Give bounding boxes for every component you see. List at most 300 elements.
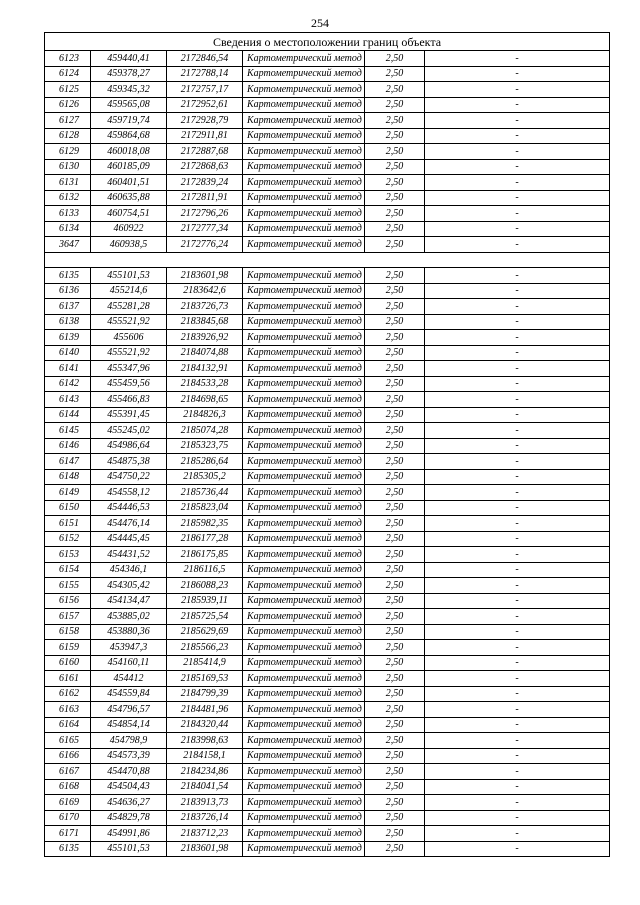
point-number-cell: 6171: [45, 826, 91, 842]
y-coordinate-cell: 2183712,23: [167, 826, 243, 842]
precision-cell: 2,50: [365, 671, 425, 687]
table-row: [45, 392, 610, 408]
precision-cell: 2,50: [365, 376, 425, 392]
method-cell: Картометрический метод: [243, 717, 365, 733]
table-row: [45, 51, 610, 67]
note-cell: -: [425, 764, 610, 780]
table-row: [45, 438, 610, 454]
y-coordinate-cell: 2172839,24: [167, 175, 243, 191]
point-number-cell: 6140: [45, 345, 91, 361]
x-coordinate-cell: 455459,56: [91, 376, 167, 392]
y-coordinate-cell: 2183998,63: [167, 733, 243, 749]
x-coordinate-cell: 460185,09: [91, 159, 167, 175]
method-cell: Картометрический метод: [243, 175, 365, 191]
note-cell: -: [425, 159, 610, 175]
x-coordinate-cell: 454558,12: [91, 485, 167, 501]
table-row: [45, 516, 610, 532]
point-number-cell: 6133: [45, 206, 91, 222]
precision-cell: 2,50: [365, 500, 425, 516]
point-number-cell: 6136: [45, 283, 91, 299]
note-cell: -: [425, 516, 610, 532]
note-cell: -: [425, 206, 610, 222]
note-cell: -: [425, 361, 610, 377]
precision-cell: 2,50: [365, 810, 425, 826]
method-cell: Картометрический метод: [243, 345, 365, 361]
precision-cell: 2,50: [365, 299, 425, 315]
method-cell: Картометрический метод: [243, 640, 365, 656]
point-number-cell: 6135: [45, 841, 91, 857]
y-coordinate-cell: 2183845,68: [167, 314, 243, 330]
y-coordinate-cell: 2185566,23: [167, 640, 243, 656]
table-row: [45, 593, 610, 609]
table-row: [45, 206, 610, 222]
point-number-cell: 6138: [45, 314, 91, 330]
x-coordinate-cell: 455391,45: [91, 407, 167, 423]
point-number-cell: 6159: [45, 640, 91, 656]
note-cell: -: [425, 655, 610, 671]
y-coordinate-cell: 2184799,39: [167, 686, 243, 702]
table-row: [45, 779, 610, 795]
precision-cell: 2,50: [365, 795, 425, 811]
table-row: [45, 330, 610, 346]
x-coordinate-cell: 453947,3: [91, 640, 167, 656]
precision-cell: 2,50: [365, 159, 425, 175]
precision-cell: 2,50: [365, 423, 425, 439]
point-number-cell: 6169: [45, 795, 91, 811]
table-row: [45, 159, 610, 175]
y-coordinate-cell: 2183726,73: [167, 299, 243, 315]
point-number-cell: 6139: [45, 330, 91, 346]
method-cell: Картометрический метод: [243, 144, 365, 160]
table-row: [45, 748, 610, 764]
x-coordinate-cell: 454160,11: [91, 655, 167, 671]
y-coordinate-cell: 2186175,85: [167, 547, 243, 563]
method-cell: Картометрический метод: [243, 407, 365, 423]
precision-cell: 2,50: [365, 702, 425, 718]
method-cell: Картометрический метод: [243, 500, 365, 516]
x-coordinate-cell: 459565,08: [91, 97, 167, 113]
x-coordinate-cell: 459378,27: [91, 66, 167, 82]
y-coordinate-cell: 2184320,44: [167, 717, 243, 733]
point-number-cell: 6128: [45, 128, 91, 144]
method-cell: Картометрический метод: [243, 671, 365, 687]
point-number-cell: 6132: [45, 190, 91, 206]
note-cell: -: [425, 624, 610, 640]
y-coordinate-cell: 2184826,3: [167, 407, 243, 423]
point-number-cell: 6126: [45, 97, 91, 113]
x-coordinate-cell: 454796,57: [91, 702, 167, 718]
method-cell: Картометрический метод: [243, 547, 365, 563]
method-cell: Картометрический метод: [243, 779, 365, 795]
x-coordinate-cell: 459345,32: [91, 82, 167, 98]
note-cell: -: [425, 841, 610, 857]
table-row: [45, 686, 610, 702]
method-cell: Картометрический метод: [243, 51, 365, 67]
table-row: [45, 144, 610, 160]
point-number-cell: 6158: [45, 624, 91, 640]
note-cell: -: [425, 547, 610, 563]
note-cell: -: [425, 190, 610, 206]
method-cell: Картометрический метод: [243, 128, 365, 144]
table-row: [45, 283, 610, 299]
table-row: [45, 795, 610, 811]
method-cell: Картометрический метод: [243, 485, 365, 501]
precision-cell: 2,50: [365, 826, 425, 842]
x-coordinate-cell: 454829,78: [91, 810, 167, 826]
y-coordinate-cell: 2185725,54: [167, 609, 243, 625]
y-coordinate-cell: 2172811,91: [167, 190, 243, 206]
note-cell: -: [425, 485, 610, 501]
point-number-cell: 6153: [45, 547, 91, 563]
x-coordinate-cell: 454134,47: [91, 593, 167, 609]
y-coordinate-cell: 2186088,23: [167, 578, 243, 594]
precision-cell: 2,50: [365, 345, 425, 361]
x-coordinate-cell: 454750,22: [91, 469, 167, 485]
y-coordinate-cell: 2185939,11: [167, 593, 243, 609]
y-coordinate-cell: 2185323,75: [167, 438, 243, 454]
point-number-cell: 6156: [45, 593, 91, 609]
section-separator-row: [45, 252, 610, 268]
point-number-cell: 6163: [45, 702, 91, 718]
y-coordinate-cell: 2185629,69: [167, 624, 243, 640]
table-row: [45, 97, 610, 113]
method-cell: Картометрический метод: [243, 702, 365, 718]
x-coordinate-cell: 454991,86: [91, 826, 167, 842]
x-coordinate-cell: 455101,53: [91, 268, 167, 284]
point-number-cell: 6146: [45, 438, 91, 454]
note-cell: -: [425, 330, 610, 346]
table-row: [45, 562, 610, 578]
method-cell: Картометрический метод: [243, 237, 365, 253]
table-row: [45, 578, 610, 594]
table-row: [45, 407, 610, 423]
point-number-cell: 3647: [45, 237, 91, 253]
table-title-row: [45, 33, 610, 51]
method-cell: Картометрический метод: [243, 438, 365, 454]
precision-cell: 2,50: [365, 190, 425, 206]
x-coordinate-cell: 454305,42: [91, 578, 167, 594]
point-number-cell: 6127: [45, 113, 91, 129]
table-row: [45, 500, 610, 516]
table-title: Сведения о местоположении границ объекта: [45, 33, 610, 51]
x-coordinate-cell: 454798,9: [91, 733, 167, 749]
y-coordinate-cell: 2184074,88: [167, 345, 243, 361]
precision-cell: 2,50: [365, 113, 425, 129]
x-coordinate-cell: 454504,43: [91, 779, 167, 795]
y-coordinate-cell: 2172757,17: [167, 82, 243, 98]
note-cell: -: [425, 128, 610, 144]
y-coordinate-cell: 2172846,54: [167, 51, 243, 67]
precision-cell: 2,50: [365, 283, 425, 299]
note-cell: -: [425, 345, 610, 361]
x-coordinate-cell: 455466,83: [91, 392, 167, 408]
method-cell: Картометрический метод: [243, 655, 365, 671]
table-row: [45, 841, 610, 857]
y-coordinate-cell: 2185736,44: [167, 485, 243, 501]
precision-cell: 2,50: [365, 717, 425, 733]
precision-cell: 2,50: [365, 593, 425, 609]
x-coordinate-cell: 454476,14: [91, 516, 167, 532]
precision-cell: 2,50: [365, 330, 425, 346]
point-number-cell: 6164: [45, 717, 91, 733]
method-cell: Картометрический метод: [243, 593, 365, 609]
note-cell: -: [425, 748, 610, 764]
note-cell: -: [425, 578, 610, 594]
note-cell: -: [425, 97, 610, 113]
precision-cell: 2,50: [365, 578, 425, 594]
x-coordinate-cell: 460401,51: [91, 175, 167, 191]
note-cell: -: [425, 299, 610, 315]
table-row: [45, 640, 610, 656]
point-number-cell: 6145: [45, 423, 91, 439]
y-coordinate-cell: 2183601,98: [167, 268, 243, 284]
table-row: [45, 175, 610, 191]
precision-cell: 2,50: [365, 66, 425, 82]
note-cell: -: [425, 671, 610, 687]
x-coordinate-cell: 454636,27: [91, 795, 167, 811]
table-row: [45, 361, 610, 377]
precision-cell: 2,50: [365, 175, 425, 191]
note-cell: -: [425, 469, 610, 485]
precision-cell: 2,50: [365, 686, 425, 702]
y-coordinate-cell: 2185305,2: [167, 469, 243, 485]
x-coordinate-cell: 454431,52: [91, 547, 167, 563]
y-coordinate-cell: 2184041,54: [167, 779, 243, 795]
method-cell: Картометрический метод: [243, 609, 365, 625]
table-row: [45, 314, 610, 330]
precision-cell: 2,50: [365, 531, 425, 547]
x-coordinate-cell: 455214,6: [91, 283, 167, 299]
table-row: [45, 733, 610, 749]
point-number-cell: 6160: [45, 655, 91, 671]
y-coordinate-cell: 2186177,28: [167, 531, 243, 547]
table-row: [45, 423, 610, 439]
precision-cell: 2,50: [365, 562, 425, 578]
y-coordinate-cell: 2172776,24: [167, 237, 243, 253]
point-number-cell: 6141: [45, 361, 91, 377]
y-coordinate-cell: 2184132,91: [167, 361, 243, 377]
note-cell: -: [425, 454, 610, 470]
note-cell: -: [425, 438, 610, 454]
method-cell: Картометрический метод: [243, 159, 365, 175]
y-coordinate-cell: 2185286,64: [167, 454, 243, 470]
method-cell: Картометрический метод: [243, 686, 365, 702]
precision-cell: 2,50: [365, 485, 425, 501]
note-cell: -: [425, 609, 610, 625]
x-coordinate-cell: 453880,36: [91, 624, 167, 640]
x-coordinate-cell: 454445,45: [91, 531, 167, 547]
note-cell: -: [425, 376, 610, 392]
point-number-cell: 6130: [45, 159, 91, 175]
table-row: [45, 345, 610, 361]
x-coordinate-cell: 460754,51: [91, 206, 167, 222]
method-cell: Картометрический метод: [243, 299, 365, 315]
y-coordinate-cell: 2184234,86: [167, 764, 243, 780]
table-row: [45, 299, 610, 315]
precision-cell: 2,50: [365, 655, 425, 671]
method-cell: Картометрический метод: [243, 361, 365, 377]
note-cell: -: [425, 283, 610, 299]
x-coordinate-cell: 455101,53: [91, 841, 167, 857]
point-number-cell: 6147: [45, 454, 91, 470]
point-number-cell: 6137: [45, 299, 91, 315]
method-cell: Картометрический метод: [243, 376, 365, 392]
method-cell: Картометрический метод: [243, 795, 365, 811]
table-row: [45, 113, 610, 129]
precision-cell: 2,50: [365, 733, 425, 749]
table-row: [45, 826, 610, 842]
method-cell: Картометрический метод: [243, 82, 365, 98]
method-cell: Картометрический метод: [243, 516, 365, 532]
table-row: [45, 764, 610, 780]
note-cell: -: [425, 392, 610, 408]
table-row: [45, 454, 610, 470]
note-cell: -: [425, 144, 610, 160]
table-row: [45, 702, 610, 718]
method-cell: Картометрический метод: [243, 562, 365, 578]
precision-cell: 2,50: [365, 547, 425, 563]
note-cell: -: [425, 82, 610, 98]
table-row: [45, 469, 610, 485]
precision-cell: 2,50: [365, 82, 425, 98]
method-cell: Картометрический метод: [243, 392, 365, 408]
y-coordinate-cell: 2184533,28: [167, 376, 243, 392]
point-number-cell: 6131: [45, 175, 91, 191]
x-coordinate-cell: 454559,84: [91, 686, 167, 702]
note-cell: -: [425, 314, 610, 330]
note-cell: -: [425, 733, 610, 749]
x-coordinate-cell: 454470,88: [91, 764, 167, 780]
point-number-cell: 6125: [45, 82, 91, 98]
table-row: [45, 376, 610, 392]
y-coordinate-cell: 2172788,14: [167, 66, 243, 82]
method-cell: Картометрический метод: [243, 206, 365, 222]
x-coordinate-cell: 455521,92: [91, 345, 167, 361]
precision-cell: 2,50: [365, 748, 425, 764]
note-cell: -: [425, 686, 610, 702]
point-number-cell: 6129: [45, 144, 91, 160]
point-number-cell: 6151: [45, 516, 91, 532]
y-coordinate-cell: 2185414,9: [167, 655, 243, 671]
precision-cell: 2,50: [365, 779, 425, 795]
point-number-cell: 6150: [45, 500, 91, 516]
precision-cell: 2,50: [365, 469, 425, 485]
x-coordinate-cell: 459864,68: [91, 128, 167, 144]
point-number-cell: 6149: [45, 485, 91, 501]
note-cell: -: [425, 562, 610, 578]
method-cell: Картометрический метод: [243, 454, 365, 470]
x-coordinate-cell: 454573,39: [91, 748, 167, 764]
x-coordinate-cell: 460938,5: [91, 237, 167, 253]
x-coordinate-cell: 454986,64: [91, 438, 167, 454]
note-cell: -: [425, 423, 610, 439]
method-cell: Картометрический метод: [243, 283, 365, 299]
y-coordinate-cell: 2183601,98: [167, 841, 243, 857]
method-cell: Картометрический метод: [243, 733, 365, 749]
y-coordinate-cell: 2185169,53: [167, 671, 243, 687]
y-coordinate-cell: 2183926,92: [167, 330, 243, 346]
y-coordinate-cell: 2185074,28: [167, 423, 243, 439]
precision-cell: 2,50: [365, 51, 425, 67]
method-cell: Картометрический метод: [243, 578, 365, 594]
method-cell: Картометрический метод: [243, 748, 365, 764]
x-coordinate-cell: 455245,02: [91, 423, 167, 439]
x-coordinate-cell: 460635,88: [91, 190, 167, 206]
point-number-cell: 6166: [45, 748, 91, 764]
precision-cell: 2,50: [365, 221, 425, 237]
point-number-cell: 6155: [45, 578, 91, 594]
note-cell: -: [425, 237, 610, 253]
x-coordinate-cell: 454346,1: [91, 562, 167, 578]
boundary-coordinates-table: [44, 32, 610, 857]
table-row: [45, 609, 610, 625]
table-row: [45, 237, 610, 253]
note-cell: -: [425, 717, 610, 733]
table-row: [45, 82, 610, 98]
point-number-cell: 6148: [45, 469, 91, 485]
x-coordinate-cell: 454875,38: [91, 454, 167, 470]
precision-cell: 2,50: [365, 144, 425, 160]
precision-cell: 2,50: [365, 764, 425, 780]
method-cell: Картометрический метод: [243, 221, 365, 237]
x-coordinate-cell: 455281,28: [91, 299, 167, 315]
method-cell: Картометрический метод: [243, 190, 365, 206]
note-cell: -: [425, 268, 610, 284]
precision-cell: 2,50: [365, 516, 425, 532]
note-cell: -: [425, 407, 610, 423]
table-row: [45, 268, 610, 284]
precision-cell: 2,50: [365, 438, 425, 454]
method-cell: Картометрический метод: [243, 764, 365, 780]
x-coordinate-cell: 459719,74: [91, 113, 167, 129]
point-number-cell: 6144: [45, 407, 91, 423]
point-number-cell: 6161: [45, 671, 91, 687]
x-coordinate-cell: 454854,14: [91, 717, 167, 733]
precision-cell: 2,50: [365, 314, 425, 330]
x-coordinate-cell: 455347,96: [91, 361, 167, 377]
x-coordinate-cell: 454446,53: [91, 500, 167, 516]
x-coordinate-cell: 460018,08: [91, 144, 167, 160]
point-number-cell: 6154: [45, 562, 91, 578]
note-cell: -: [425, 221, 610, 237]
x-coordinate-cell: 453885,02: [91, 609, 167, 625]
point-number-cell: 6152: [45, 531, 91, 547]
point-number-cell: 6135: [45, 268, 91, 284]
table-row: [45, 66, 610, 82]
table-row: [45, 485, 610, 501]
table-row: [45, 190, 610, 206]
y-coordinate-cell: 2172911,81: [167, 128, 243, 144]
precision-cell: 2,50: [365, 407, 425, 423]
y-coordinate-cell: 2183726,14: [167, 810, 243, 826]
x-coordinate-cell: 454412: [91, 671, 167, 687]
section-separator: [45, 252, 610, 268]
point-number-cell: 6142: [45, 376, 91, 392]
method-cell: Картометрический метод: [243, 423, 365, 439]
note-cell: -: [425, 175, 610, 191]
precision-cell: 2,50: [365, 454, 425, 470]
y-coordinate-cell: 2172868,63: [167, 159, 243, 175]
point-number-cell: 6157: [45, 609, 91, 625]
x-coordinate-cell: 455606: [91, 330, 167, 346]
precision-cell: 2,50: [365, 206, 425, 222]
note-cell: -: [425, 500, 610, 516]
note-cell: -: [425, 66, 610, 82]
note-cell: -: [425, 113, 610, 129]
table-row: [45, 531, 610, 547]
note-cell: -: [425, 826, 610, 842]
precision-cell: 2,50: [365, 841, 425, 857]
